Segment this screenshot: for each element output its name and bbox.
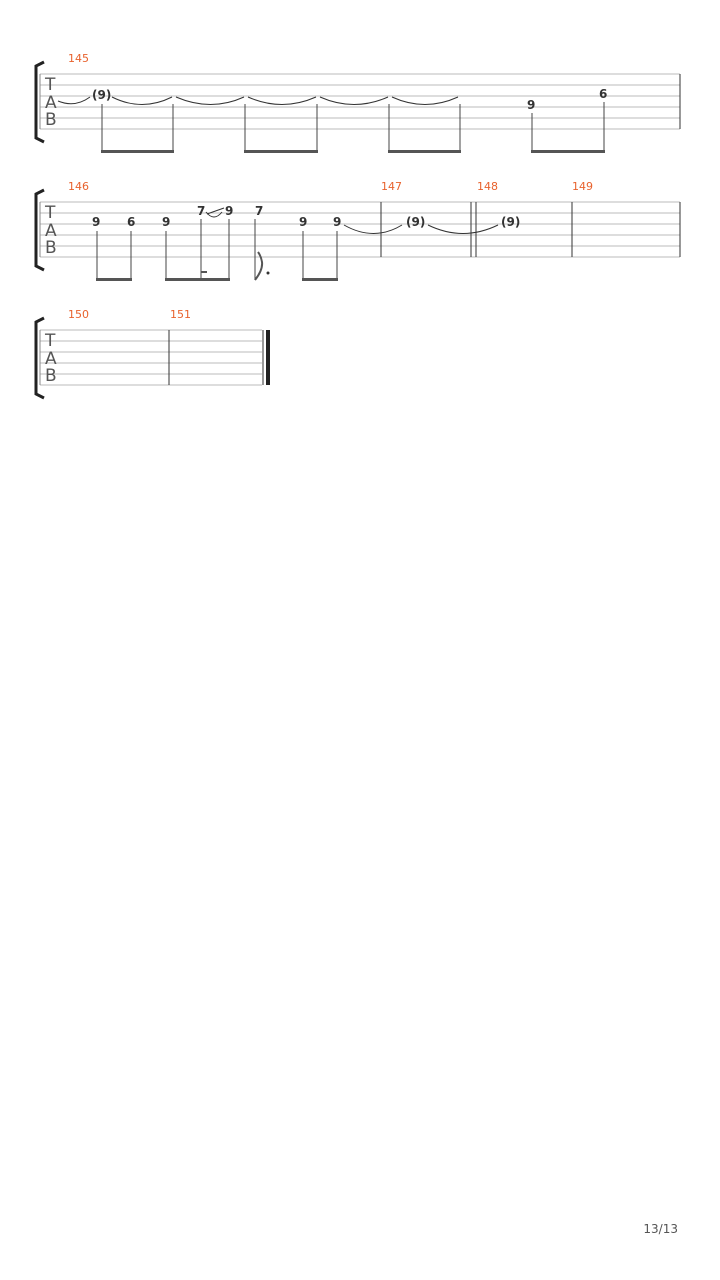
measure-number: 149 [572,180,593,193]
fret-number: (9) [501,215,521,229]
staff-lines [40,202,680,257]
system-2 [36,180,680,281]
tab-letter-b: B [45,238,57,258]
measure-number: 146 [68,180,89,193]
tab-letter-b: B [45,366,57,386]
eighth-flag [255,252,262,280]
measure-number: 147 [381,180,402,193]
fret-number: (9) [92,88,112,102]
measure-number: 145 [68,52,89,65]
fret-number: 6 [599,87,608,101]
tie-arcs [58,97,458,105]
fret-number: 9 [299,215,308,229]
fret-number: 9 [225,204,234,218]
tab-letter-t: T [45,331,56,351]
dot [267,272,270,275]
system-3 [36,308,270,398]
staff-lines [40,330,262,385]
fret-number: 7 [197,204,206,218]
staff-lines [40,74,680,129]
fret-number: 9 [333,215,342,229]
fret-number: 6 [127,215,136,229]
beams [96,271,338,281]
fret-number: 9 [92,215,101,229]
beams [101,150,605,153]
tab-letter-a: A [45,221,57,241]
page-number: 13/13 [643,1222,678,1236]
system-1 [36,52,680,153]
measure-number: 148 [477,180,498,193]
tab-letter-a: A [45,93,57,113]
fret-number: (9) [406,215,426,229]
fret-number: 9 [162,215,171,229]
measure-number: 150 [68,308,89,321]
fret-number: 7 [255,204,264,218]
measure-number: 151 [170,308,191,321]
tab-letter-t: T [45,75,56,95]
tie-arcs [206,208,498,234]
final-barline-thick [266,330,270,385]
fret-number: 9 [527,98,536,112]
tab-letter-t: T [45,203,56,223]
tab-letter-b: B [45,110,57,130]
tab-letter-a: A [45,349,57,369]
barlines [381,202,680,257]
